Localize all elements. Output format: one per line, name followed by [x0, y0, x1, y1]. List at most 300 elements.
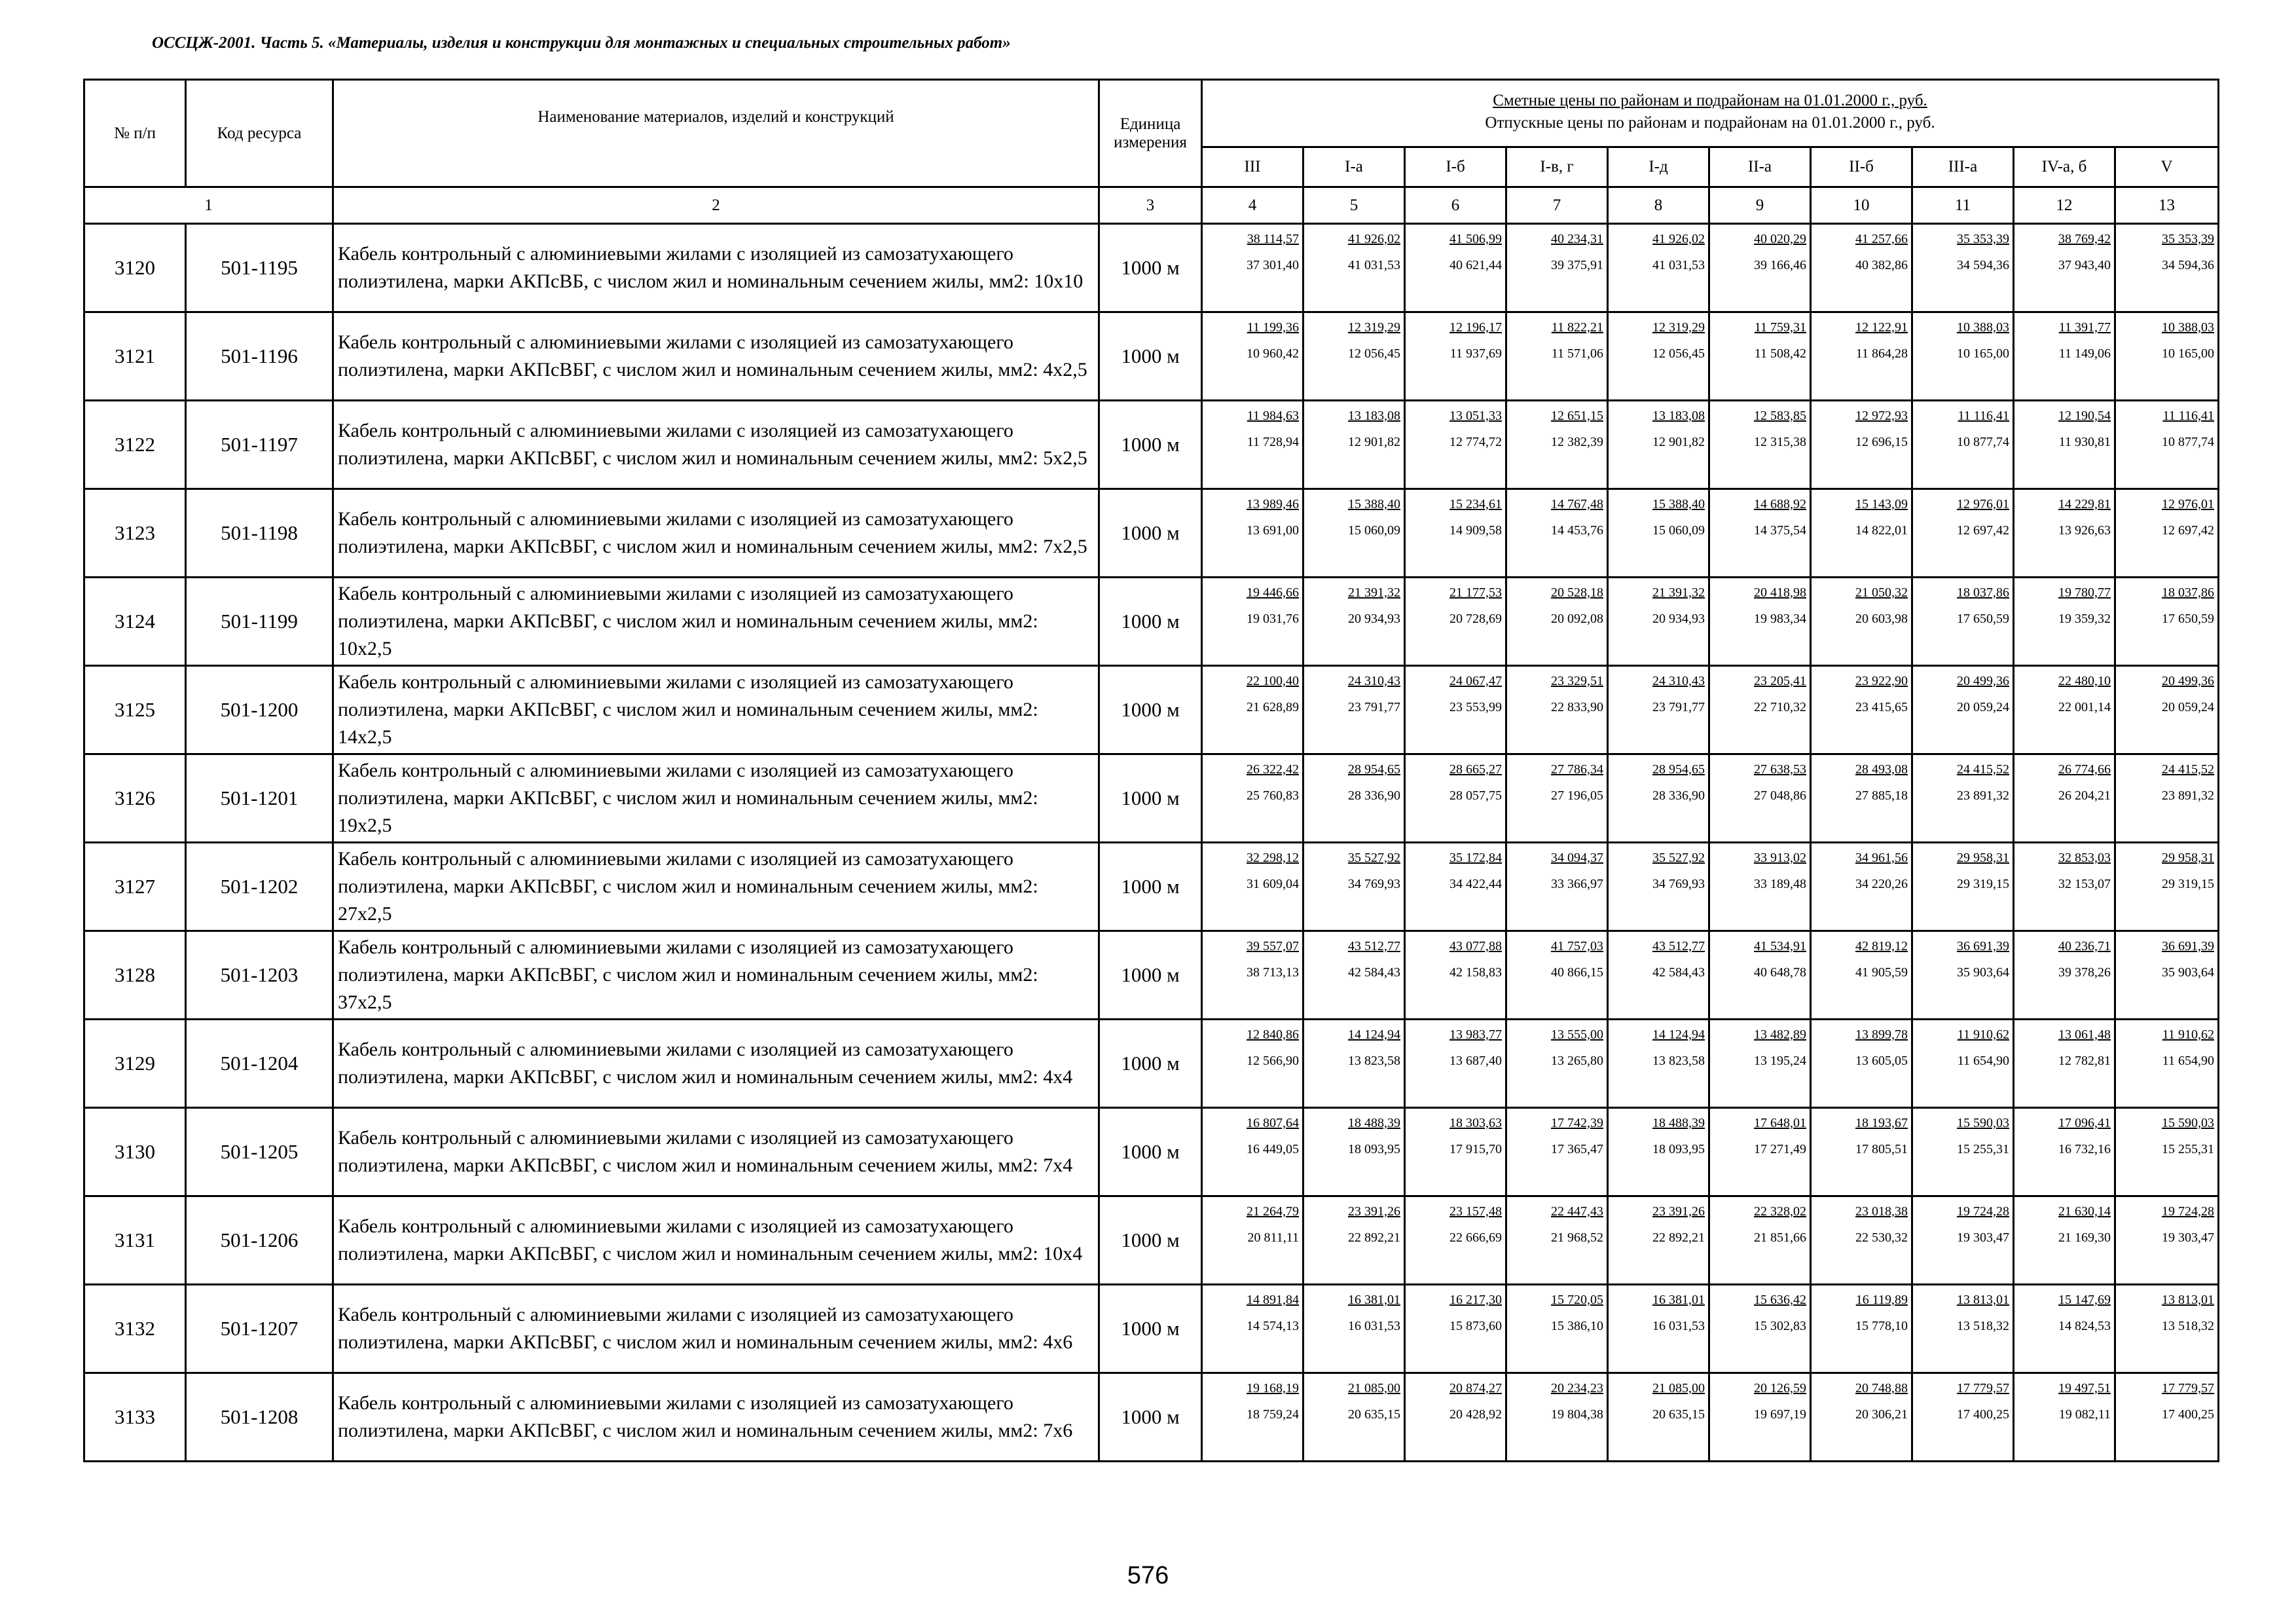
region-header: I-д: [1608, 147, 1709, 187]
release-price: 34 594,36: [2162, 258, 2215, 272]
region-header: III-а: [1912, 147, 2014, 187]
price-cell: [1506, 754, 1608, 843]
unit-of-measure: 1000 м: [1099, 489, 1202, 578]
estimate-price: 40 234,31: [1551, 232, 1603, 246]
release-price: 13 687,40: [1449, 1054, 1502, 1068]
price-cell: [1202, 754, 1303, 843]
price-cell: [1202, 666, 1303, 754]
estimate-price: 14 124,94: [1652, 1027, 1705, 1042]
release-price: 17 915,70: [1449, 1142, 1502, 1156]
price-cell: [2014, 1373, 2115, 1462]
column-number: 7: [1506, 187, 1608, 224]
price-cell: [1608, 931, 1709, 1020]
price-cell: [1405, 1108, 1506, 1196]
estimate-price: 15 388,40: [1348, 497, 1400, 511]
estimate-price: 13 183,08: [1652, 409, 1705, 423]
release-price: 20 059,24: [2162, 700, 2215, 714]
estimate-price: 41 257,66: [1855, 232, 1908, 246]
unit-of-measure: 1000 м: [1099, 578, 1202, 666]
price-cell: [1912, 1196, 2014, 1285]
release-price: 23 415,65: [1855, 700, 1908, 714]
release-price: 17 650,59: [2162, 612, 2215, 626]
price-cell: [1405, 931, 1506, 1020]
estimate-price: 33 913,02: [1754, 851, 1806, 865]
release-price: 14 824,53: [2058, 1319, 2111, 1333]
estimate-price: 21 085,00: [1348, 1381, 1400, 1395]
estimate-price: 24 310,43: [1652, 674, 1705, 688]
estimate-price: 27 786,34: [1551, 762, 1603, 777]
estimate-price: 34 961,56: [1855, 851, 1908, 865]
release-price: 40 866,15: [1551, 965, 1603, 980]
estimate-price: 24 415,52: [2162, 762, 2215, 777]
release-price: 15 778,10: [1855, 1319, 1908, 1333]
column-number: 10: [1811, 187, 1912, 224]
estimate-price: 20 874,27: [1449, 1381, 1502, 1395]
price-cell: [1506, 312, 1608, 401]
price-cell: [1811, 666, 1912, 754]
material-name: Кабель контрольный с алюминиевыми жилами с изоляцией из самозатухающего полиэтилена, марки АКПсВБ, с числом жил и номинальным сечением жилы, мм2: 10х10: [333, 224, 1099, 312]
release-price: 17 400,25: [2162, 1407, 2215, 1422]
estimate-price: 17 779,57: [2162, 1381, 2215, 1395]
release-price: 31 609,04: [1247, 877, 1299, 891]
estimate-price: 11 984,63: [1247, 409, 1299, 423]
material-name: Кабель контрольный с алюминиевыми жилами с изоляцией из самозатухающего полиэтилена, марки АКПсВБГ, с числом жил и номинальным сечением жилы, мм2: 10х2,5: [333, 578, 1099, 666]
price-cell: [2014, 578, 2115, 666]
release-price: 27 885,18: [1855, 788, 1908, 803]
table-row: [84, 401, 2219, 489]
release-price: 10 165,00: [1957, 346, 2009, 361]
estimate-price: 28 954,65: [1652, 762, 1705, 777]
resource-code: 501-1196: [186, 312, 333, 401]
release-price: 16 031,53: [1652, 1319, 1705, 1333]
release-price: 35 903,64: [2162, 965, 2215, 980]
price-cell: [1709, 489, 1811, 578]
release-price: 42 584,43: [1348, 965, 1400, 980]
material-name: Кабель контрольный с алюминиевыми жилами с изоляцией из самозатухающего полиэтилена, марки АКПсВБГ, с числом жил и номинальным сечением жилы, мм2: 7х2,5: [333, 489, 1099, 578]
header-name: Наименование материалов, изделий и конструкций: [333, 80, 1099, 187]
estimate-price: 24 415,52: [1957, 762, 2009, 777]
price-cell: [1709, 931, 1811, 1020]
estimate-price: 15 147,69: [2058, 1293, 2111, 1307]
table-row: [84, 843, 2219, 931]
estimate-price: 13 183,08: [1348, 409, 1400, 423]
header-prices-estimate: Сметные цены по районам и подрайонам на 01.01.2000 г., руб.: [1493, 92, 1927, 109]
release-price: 21 851,66: [1754, 1230, 1806, 1245]
release-price: 15 060,09: [1348, 523, 1400, 538]
release-price: 13 823,58: [1348, 1054, 1400, 1068]
release-price: 11 149,06: [2058, 346, 2111, 361]
estimate-price: 12 196,17: [1449, 320, 1502, 335]
release-price: 20 603,98: [1855, 612, 1908, 626]
price-cell: [1506, 1196, 1608, 1285]
release-price: 32 153,07: [2058, 877, 2111, 891]
estimate-price: 24 067,47: [1449, 674, 1502, 688]
price-cell: [1608, 1108, 1709, 1196]
price-cell: [1608, 578, 1709, 666]
release-price: 12 697,42: [2162, 523, 2215, 538]
price-cell: [1303, 931, 1405, 1020]
release-price: 17 805,51: [1855, 1142, 1908, 1156]
price-cell: [1608, 312, 1709, 401]
row-number: 3127: [84, 843, 186, 931]
unit-of-measure: 1000 м: [1099, 401, 1202, 489]
release-price: 20 934,93: [1348, 612, 1400, 626]
release-price: 37 301,40: [1247, 258, 1299, 272]
release-price: 15 873,60: [1449, 1319, 1502, 1333]
release-price: 42 584,43: [1652, 965, 1705, 980]
estimate-price: 41 757,03: [1551, 939, 1603, 953]
estimate-price: 10 388,03: [2162, 320, 2215, 335]
estimate-price: 19 724,28: [2162, 1204, 2215, 1219]
release-price: 12 901,82: [1348, 435, 1400, 449]
release-price: 17 400,25: [1957, 1407, 2009, 1422]
release-price: 12 774,72: [1449, 435, 1502, 449]
estimate-price: 21 391,32: [1652, 585, 1705, 600]
row-number: 3128: [84, 931, 186, 1020]
price-cell: [2115, 666, 2219, 754]
price-cell: [1709, 1373, 1811, 1462]
unit-of-measure: 1000 м: [1099, 754, 1202, 843]
release-price: 10 877,74: [2162, 435, 2215, 449]
price-cell: [2014, 843, 2115, 931]
release-price: 20 092,08: [1551, 612, 1603, 626]
release-price: 22 710,32: [1754, 700, 1806, 714]
price-cell: [1506, 1373, 1608, 1462]
release-price: 13 518,32: [2162, 1319, 2215, 1333]
unit-of-measure: 1000 м: [1099, 1020, 1202, 1108]
price-cell: [2115, 1285, 2219, 1373]
release-price: 16 732,16: [2058, 1142, 2111, 1156]
price-cell: [1506, 401, 1608, 489]
release-price: 17 365,47: [1551, 1142, 1603, 1156]
estimate-price: 15 388,40: [1652, 497, 1705, 511]
material-name: Кабель контрольный с алюминиевыми жилами с изоляцией из самозатухающего полиэтилена, марки АКПсВБГ, с числом жил и номинальным сечением жилы, мм2: 7х4: [333, 1108, 1099, 1196]
release-price: 29 319,15: [1957, 877, 2009, 891]
price-table: [83, 79, 2219, 1462]
region-header: II-а: [1709, 147, 1811, 187]
row-number: 3126: [84, 754, 186, 843]
estimate-price: 41 534,91: [1754, 939, 1806, 953]
price-cell: [1405, 1373, 1506, 1462]
row-number: 3131: [84, 1196, 186, 1285]
estimate-price: 11 391,77: [2058, 320, 2111, 335]
estimate-price: 19 780,77: [2058, 585, 2111, 600]
price-cell: [1405, 1285, 1506, 1373]
estimate-price: 40 236,71: [2058, 939, 2111, 953]
price-cell: [1912, 843, 2014, 931]
release-price: 19 303,47: [2162, 1230, 2215, 1245]
column-number: 8: [1608, 187, 1709, 224]
price-cell: [2014, 666, 2115, 754]
estimate-price: 43 077,88: [1449, 939, 1502, 953]
release-price: 16 031,53: [1348, 1319, 1400, 1333]
price-cell: [1303, 489, 1405, 578]
estimate-price: 40 020,29: [1754, 232, 1806, 246]
estimate-price: 14 124,94: [1348, 1027, 1400, 1042]
release-price: 34 769,93: [1348, 877, 1400, 891]
price-cell: [1608, 489, 1709, 578]
price-cell: [2014, 754, 2115, 843]
estimate-price: 21 177,53: [1449, 585, 1502, 600]
table-row: [84, 666, 2219, 754]
row-number: 3120: [84, 224, 186, 312]
price-cell: [1202, 401, 1303, 489]
estimate-price: 35 353,39: [1957, 232, 2009, 246]
estimate-price: 14 229,81: [2058, 497, 2111, 511]
estimate-price: 38 114,57: [1247, 232, 1299, 246]
material-name: Кабель контрольный с алюминиевыми жилами с изоляцией из самозатухающего полиэтилена, марки АКПсВБГ, с числом жил и номинальным сечением жилы, мм2: 7х6: [333, 1373, 1099, 1462]
estimate-price: 11 910,62: [1957, 1027, 2009, 1042]
estimate-price: 16 119,89: [1855, 1293, 1908, 1307]
release-price: 28 057,75: [1449, 788, 1502, 803]
estimate-price: 24 310,43: [1348, 674, 1400, 688]
price-cell: [2014, 931, 2115, 1020]
release-price: 27 196,05: [1551, 788, 1603, 803]
resource-code: 501-1200: [186, 666, 333, 754]
release-price: 41 905,59: [1855, 965, 1908, 980]
page-header-title: ОССЦЖ-2001. Часть 5. «Материалы, изделия и конструкции для монтажных и специальных строительных работ»: [152, 34, 1011, 52]
table-row: [84, 578, 2219, 666]
price-cell: [2014, 1108, 2115, 1196]
column-number: 11: [1912, 187, 2014, 224]
estimate-price: 26 322,42: [1247, 762, 1299, 777]
release-price: 33 189,48: [1754, 877, 1806, 891]
header-prices: [1202, 80, 2219, 147]
estimate-price: 41 926,02: [1348, 232, 1400, 246]
estimate-price: 13 989,46: [1247, 497, 1299, 511]
price-cell: [1303, 1196, 1405, 1285]
price-cell: [2115, 1020, 2219, 1108]
price-cell: [1912, 1373, 2014, 1462]
release-price: 13 926,63: [2058, 523, 2111, 538]
price-cell: [1202, 1020, 1303, 1108]
release-price: 20 934,93: [1652, 612, 1705, 626]
estimate-price: 16 381,01: [1652, 1293, 1705, 1307]
table-row: [84, 1020, 2219, 1108]
price-cell: [1506, 1020, 1608, 1108]
price-cell: [2014, 312, 2115, 401]
region-header: II-б: [1811, 147, 1912, 187]
price-cell: [1506, 843, 1608, 931]
release-price: 41 031,53: [1348, 258, 1400, 272]
estimate-price: 12 840,86: [1247, 1027, 1299, 1042]
price-cell: [1303, 666, 1405, 754]
estimate-price: 29 958,31: [1957, 851, 2009, 865]
estimate-price: 21 391,32: [1348, 585, 1400, 600]
unit-of-measure: 1000 м: [1099, 843, 1202, 931]
release-price: 23 891,32: [1957, 788, 2009, 803]
release-price: 11 654,90: [1957, 1054, 2009, 1068]
price-cell: [1709, 666, 1811, 754]
estimate-price: 36 691,39: [1957, 939, 2009, 953]
region-header: I-б: [1405, 147, 1506, 187]
release-price: 22 833,90: [1551, 700, 1603, 714]
resource-code: 501-1198: [186, 489, 333, 578]
column-number: 12: [2014, 187, 2115, 224]
estimate-price: 11 910,62: [2162, 1027, 2215, 1042]
estimate-price: 29 958,31: [2162, 851, 2215, 865]
release-price: 21 169,30: [2058, 1230, 2111, 1245]
estimate-price: 43 512,77: [1348, 939, 1400, 953]
price-cell: [1405, 666, 1506, 754]
release-price: 20 728,69: [1449, 612, 1502, 626]
estimate-price: 19 168,19: [1247, 1381, 1299, 1395]
estimate-price: 22 100,40: [1247, 674, 1299, 688]
row-number: 3125: [84, 666, 186, 754]
release-price: 13 605,05: [1855, 1054, 1908, 1068]
estimate-price: 15 234,61: [1449, 497, 1502, 511]
price-cell: [1202, 1196, 1303, 1285]
estimate-price: 21 264,79: [1247, 1204, 1299, 1219]
estimate-price: 20 748,88: [1855, 1381, 1908, 1395]
price-cell: [2115, 489, 2219, 578]
price-cell: [1405, 1196, 1506, 1285]
price-cell: [1202, 224, 1303, 312]
estimate-price: 35 353,39: [2162, 232, 2215, 246]
price-cell: [2014, 1196, 2115, 1285]
estimate-price: 15 590,03: [2162, 1116, 2215, 1130]
estimate-price: 12 976,01: [2162, 497, 2215, 511]
price-cell: [1303, 843, 1405, 931]
row-number: 3129: [84, 1020, 186, 1108]
column-number: 3: [1099, 187, 1202, 224]
price-cell: [1506, 666, 1608, 754]
estimate-price: 26 774,66: [2058, 762, 2111, 777]
price-cell: [1811, 312, 1912, 401]
price-cell: [1506, 931, 1608, 1020]
price-cell: [1811, 578, 1912, 666]
estimate-price: 13 899,78: [1855, 1027, 1908, 1042]
price-cell: [2115, 1108, 2219, 1196]
release-price: 34 769,93: [1652, 877, 1705, 891]
release-price: 22 892,21: [1348, 1230, 1400, 1245]
release-price: 15 386,10: [1551, 1319, 1603, 1333]
resource-code: 501-1202: [186, 843, 333, 931]
release-price: 18 093,95: [1348, 1142, 1400, 1156]
price-cell: [1405, 401, 1506, 489]
resource-code: 501-1201: [186, 754, 333, 843]
estimate-price: 12 583,85: [1754, 409, 1806, 423]
estimate-price: 20 418,98: [1754, 585, 1806, 600]
column-number: 1: [84, 187, 333, 224]
release-price: 34 422,44: [1449, 877, 1502, 891]
estimate-price: 41 506,99: [1449, 232, 1502, 246]
release-price: 18 759,24: [1247, 1407, 1299, 1422]
price-cell: [2115, 224, 2219, 312]
release-price: 39 166,46: [1754, 258, 1806, 272]
release-price: 11 571,06: [1551, 346, 1603, 361]
release-price: 12 382,39: [1551, 435, 1603, 449]
price-cell: [1811, 224, 1912, 312]
table-row: [84, 1373, 2219, 1462]
price-cell: [1202, 1285, 1303, 1373]
estimate-price: 21 630,14: [2058, 1204, 2111, 1219]
price-cell: [1912, 312, 2014, 401]
estimate-price: 16 381,01: [1348, 1293, 1400, 1307]
price-cell: [1811, 931, 1912, 1020]
release-price: 19 359,32: [2058, 612, 2111, 626]
release-price: 19 804,38: [1551, 1407, 1603, 1422]
estimate-price: 18 193,67: [1855, 1116, 1908, 1130]
price-cell: [1811, 754, 1912, 843]
release-price: 14 453,76: [1551, 523, 1603, 538]
estimate-price: 23 922,90: [1855, 674, 1908, 688]
release-price: 33 366,97: [1551, 877, 1603, 891]
release-price: 34 220,26: [1855, 877, 1908, 891]
estimate-price: 17 779,57: [1957, 1381, 2009, 1395]
column-number: 9: [1709, 187, 1811, 224]
estimate-price: 18 037,86: [2162, 585, 2215, 600]
estimate-price: 12 190,54: [2058, 409, 2111, 423]
estimate-price: 12 651,15: [1551, 409, 1603, 423]
price-cell: [1608, 666, 1709, 754]
release-price: 20 635,15: [1348, 1407, 1400, 1422]
estimate-price: 35 527,92: [1652, 851, 1705, 865]
release-price: 22 666,69: [1449, 1230, 1502, 1245]
price-cell: [2014, 401, 2115, 489]
estimate-price: 22 480,10: [2058, 674, 2111, 688]
price-cell: [2014, 489, 2115, 578]
column-number: 5: [1303, 187, 1405, 224]
table-row: [84, 224, 2219, 312]
price-cell: [1202, 1108, 1303, 1196]
release-price: 11 508,42: [1754, 346, 1806, 361]
estimate-price: 21 085,00: [1652, 1381, 1705, 1395]
release-price: 38 713,13: [1247, 965, 1299, 980]
estimate-price: 23 391,26: [1652, 1204, 1705, 1219]
release-price: 23 891,32: [2162, 788, 2215, 803]
estimate-price: 41 926,02: [1652, 232, 1705, 246]
price-cell: [2014, 1285, 2115, 1373]
release-price: 13 691,00: [1247, 523, 1299, 538]
release-price: 19 082,11: [2058, 1407, 2111, 1422]
price-cell: [1506, 1108, 1608, 1196]
price-cell: [1202, 843, 1303, 931]
estimate-price: 13 983,77: [1449, 1027, 1502, 1042]
release-price: 11 728,94: [1247, 435, 1299, 449]
release-price: 10 165,00: [2162, 346, 2215, 361]
resource-code: 501-1207: [186, 1285, 333, 1373]
estimate-price: 23 391,26: [1348, 1204, 1400, 1219]
release-price: 12 901,82: [1652, 435, 1705, 449]
row-number: 3133: [84, 1373, 186, 1462]
release-price: 20 811,11: [1247, 1230, 1299, 1245]
unit-of-measure: 1000 м: [1099, 1196, 1202, 1285]
estimate-price: 28 493,08: [1855, 762, 1908, 777]
release-price: 14 574,13: [1247, 1319, 1299, 1333]
release-price: 37 943,40: [2058, 258, 2111, 272]
release-price: 19 697,19: [1754, 1407, 1806, 1422]
estimate-price: 23 157,48: [1449, 1204, 1502, 1219]
release-price: 12 056,45: [1652, 346, 1705, 361]
release-price: 41 031,53: [1652, 258, 1705, 272]
price-cell: [1303, 1285, 1405, 1373]
release-price: 12 696,15: [1855, 435, 1908, 449]
row-number: 3132: [84, 1285, 186, 1373]
unit-of-measure: 1000 м: [1099, 1285, 1202, 1373]
release-price: 14 375,54: [1754, 523, 1806, 538]
price-cell: [1303, 754, 1405, 843]
estimate-price: 16 807,64: [1247, 1116, 1299, 1130]
price-cell: [1912, 1020, 2014, 1108]
estimate-price: 20 126,59: [1754, 1381, 1806, 1395]
estimate-price: 19 446,66: [1247, 585, 1299, 600]
price-cell: [1709, 312, 1811, 401]
price-cell: [1608, 1196, 1709, 1285]
column-number: 6: [1405, 187, 1506, 224]
estimate-price: 12 976,01: [1957, 497, 2009, 511]
release-price: 20 059,24: [1957, 700, 2009, 714]
